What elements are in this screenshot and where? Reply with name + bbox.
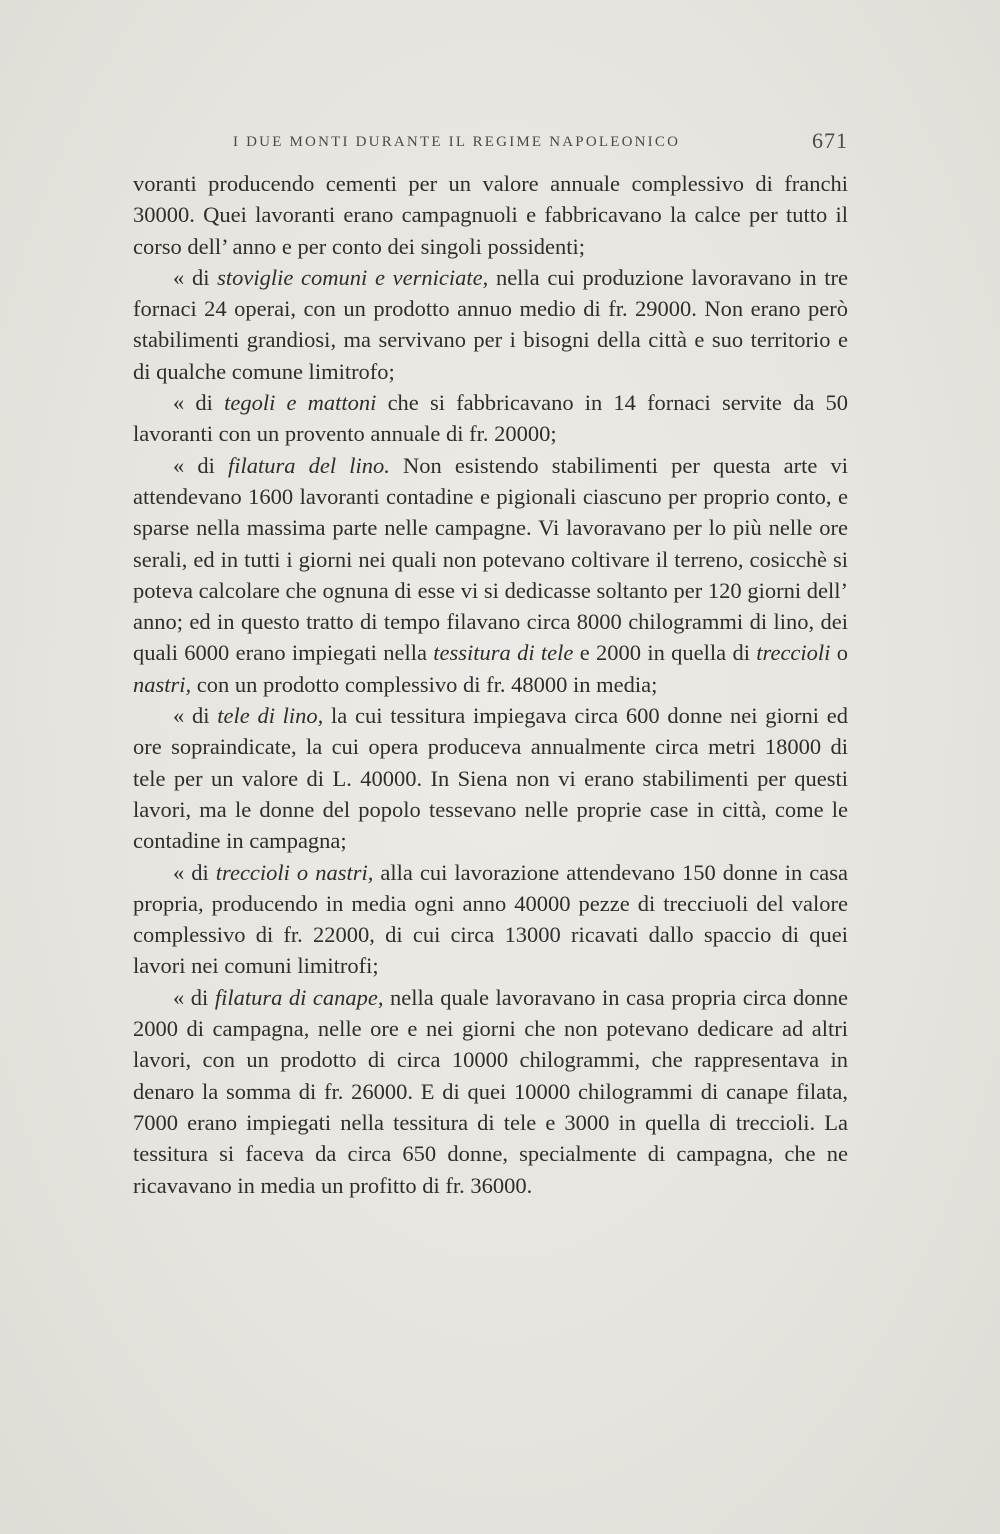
paragraph-5-item: tele di lino, (217, 703, 324, 729)
paragraph-7-item: filatura di canape, (214, 984, 384, 1010)
paragraph-4-ital-b: treccioli (756, 640, 831, 666)
page-number: 671 (812, 128, 848, 153)
paragraph-2-item: stoviglie comuni e verniciate, (217, 264, 489, 290)
paragraph-6 (133, 857, 848, 982)
paragraph-3 (133, 387, 848, 450)
paragraph-2-lead: « di (173, 264, 218, 290)
paragraph-4-lead: « di (173, 452, 229, 478)
paragraph-2 (133, 262, 848, 387)
paragraph-2-text: nella cui produzione lavoravano in tre fornaci 24 operai, con un prodotto annuo medio di fr. 29000. Non erano però stabilimenti grandiosi, ma servivano per i bisogni della città e suo territorio e di qualche comune limitrofo; (133, 264, 848, 384)
paragraph-4-ital-c: nastri, (133, 671, 192, 697)
paragraph-6-lead: « di (173, 859, 216, 885)
paragraph-4-text-d: con un prodotto complessivo di fr. 48000 in media; (191, 671, 658, 697)
paragraph-3-lead: « di (173, 390, 225, 416)
paragraph-4-text-a: Non esistendo stabilimenti per questa arte vi attendevano 1600 lavoranti contadine e pigionali ciascuno per proprio conto, e sparse nella massima parte nelle campagne. Vi lavoravano per lo più nelle ore serali, ed in tutti i giorni nei quali non potevano coltivare il terreno, cosicchè si poteva calcolare che ognuna di esse vi si dedicasse soltanto per 120 giorni dell’ anno; ed in questo tratto di tempo filavano circa 8000 chilogrammi di lino, dei quali 6000 erano impiegati nella (133, 452, 848, 666)
paragraph-4-text-b: e 2000 in quella di (573, 640, 757, 666)
body-text (133, 168, 848, 1201)
paragraph-4-text-c: o (830, 640, 848, 666)
paragraph-6-text: alla cui lavorazione attendevano 150 donne in casa propria, producendo in media ogni anno 40000 pezze di trecciuoli del valore complessivo di fr. 22000, di cui circa 13000 ricavati dallo spaccio di quei lavori nei comuni limitrofi; (133, 859, 848, 979)
page-header (133, 128, 848, 158)
paragraph-5 (133, 700, 848, 856)
paragraph-5-lead: « di (173, 703, 218, 729)
paragraph-1-text: voranti producendo cementi per un valore annuale complessivo di franchi 30000. Quei lavoranti erano campagnuoli e fabbricavano la calce per tutto il corso dell’ anno e per conto dei singoli possidenti; (133, 171, 848, 259)
paragraph-7-lead: « di (173, 984, 215, 1010)
running-title: I DUE MONTI DURANTE IL REGIME NAPOLEONICO (233, 134, 681, 150)
paragraph-7-text: nella quale lavoravano in casa propria circa donne 2000 di campagna, nelle ore e nei giorni che non potevano dedicare ad altri lavori, con un prodotto di circa 10000 chilogrammi, che rappresentava in denaro la somma di fr. 26000. E di quei 10000 chilogrammi di canape filata, 7000 erano impiegati nella tessitura di tele e 3000 in quella di treccioli. La tessitura si faceva da circa 650 donne, specialmente di campagna, che ne ricavavano in media un profitto di fr. 36000. (133, 984, 848, 1198)
paragraph-1 (133, 168, 848, 262)
paragraph-3-text: che si fabbricavano in 14 fornaci servite da 50 lavoranti con un provento annuale di fr. 20000; (133, 390, 848, 447)
paragraph-4-ital-a: tessitura di tele (433, 640, 574, 666)
paragraph-7 (133, 982, 848, 1201)
paragraph-3-item: tegoli e mattoni (224, 390, 377, 416)
paragraph-4-item: filatura del lino. (228, 452, 390, 478)
paragraph-5-text: la cui tessitura impiegava circa 600 donne nei giorni ed ore sopraindicate, la cui opera produceva annualmente circa metri 18000 di tele per un valore di L. 40000. In Siena non vi erano stabilimenti per questi lavori, ma le donne del popolo tessevano nelle proprie case in città, come le contadine in campagna; (133, 703, 848, 854)
paragraph-6-item: treccioli o nastri, (215, 859, 374, 885)
paragraph-4 (133, 450, 848, 700)
